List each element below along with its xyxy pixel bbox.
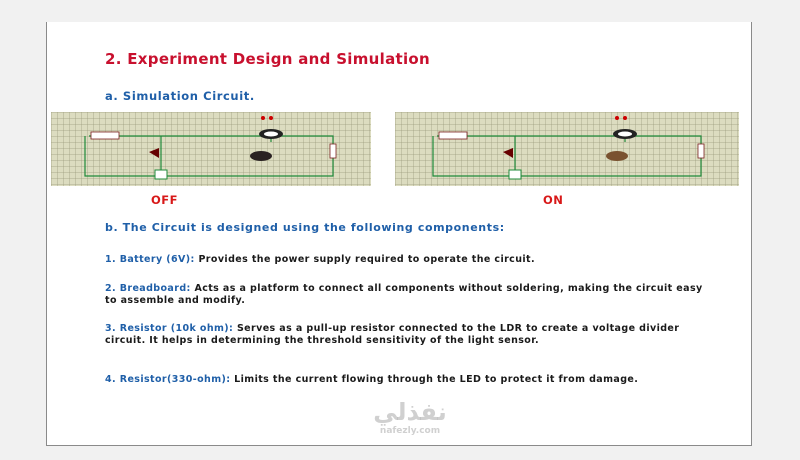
component-item-breadboard: [105, 283, 705, 307]
component-name: 2. Breadboard:: [105, 283, 191, 294]
document-page: [46, 22, 752, 446]
subsection-a-title: a. Simulation Circuit.: [105, 89, 255, 103]
watermark-arabic: نفذلي: [373, 398, 447, 426]
component-desc: Acts as a platform to connect all components without soldering, making the circuit easy to assemble and modify.: [105, 283, 703, 306]
section-title: 2. Experiment Design and Simulation: [105, 50, 431, 68]
component-desc: Provides the power supply required to operate the circuit.: [194, 254, 535, 265]
component-desc: Serves as a pull-up resistor connected to the LDR to create a voltage divider circuit. It helps in determining the threshold sensitivity of the light sensor.: [105, 323, 680, 346]
watermark-logo: [340, 398, 480, 450]
circuit-on-label: ON: [543, 193, 564, 207]
circuit-on-image: [395, 112, 739, 186]
component-name: 4. Resistor(330-ohm):: [105, 374, 231, 385]
component-name: 1. Battery (6V):: [105, 254, 195, 265]
circuit-off-image: [51, 112, 371, 186]
subsection-b-title: b. The Circuit is designed using the following components:: [105, 221, 505, 234]
component-item-battery: [105, 254, 705, 266]
circuit-off-label: OFF: [151, 193, 178, 207]
component-desc: Limits the current flowing through the LED to protect it from damage.: [230, 374, 639, 385]
component-name: 3. Resistor (10k ohm):: [105, 323, 234, 334]
watermark-latin: nafezly.com: [379, 426, 441, 436]
component-item-resistor-10k: [105, 323, 705, 347]
component-item-resistor-330: [105, 374, 705, 386]
